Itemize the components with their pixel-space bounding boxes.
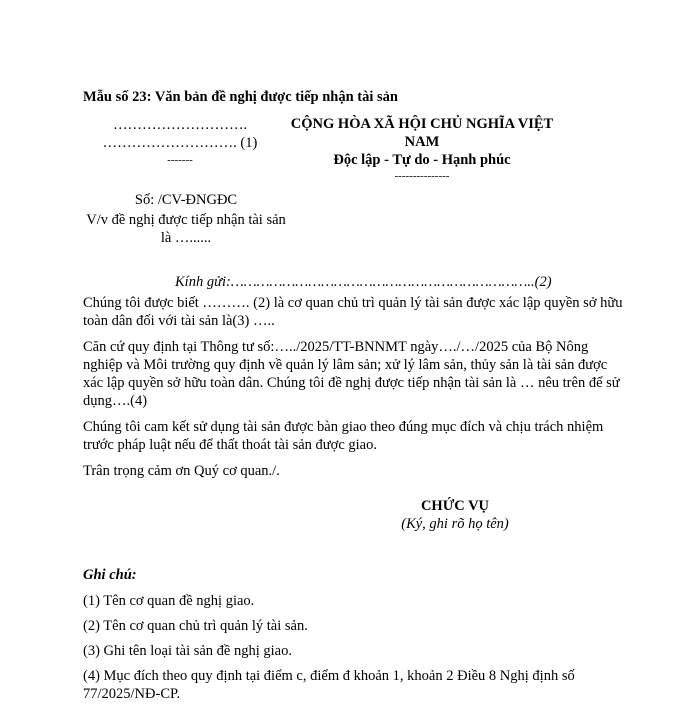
- signature-subtitle: (Ký, ghi rõ họ tên): [401, 516, 509, 532]
- national-divider: ---------------: [394, 170, 450, 182]
- note-item: (4) Mục đích theo quy định tại điểm c, điểm đ khoản 1, khoản 2 Điều 8 Nghị định số 77/2025/NĐ-CP.: [83, 668, 575, 702]
- body-paragraph-3: Chúng tôi cam kết sử dụng tài sản được bàn giao theo đúng mục đích và chịu trách nhiệm trước pháp luật nếu để thất thoát tài sản được giao.: [83, 419, 604, 453]
- agency-divider: -------: [167, 154, 193, 166]
- form-title: Mẫu số 23: Văn bản đề nghị được tiếp nhận tài sản: [83, 89, 398, 105]
- agency-line-2: ………………………. (1): [102, 135, 258, 151]
- body-paragraph-4: Trân trọng cảm ơn Quý cơ quan./.: [83, 463, 280, 479]
- document-number: Số: /CV-ĐNGĐC: [134, 192, 238, 208]
- body-paragraph-2: Căn cứ quy định tại Thông tư số:…../2025/TT-BNNMT ngày…./…/2025 của Bộ Nông nghiệp và Môi trường quy định về quản lý lâm sản; xử lý lâm sản, thủy sản là tài sản được xác lập quyền sở hữu toàn dân. Chúng tôi đề nghị được tiếp nhận tài sản là … nêu trên để sử dụng….(4): [83, 339, 620, 409]
- national-title: CỘNG HÒA XÃ HỘI CHỦ NGHĨA VIỆT NAM: [290, 116, 554, 150]
- body-paragraph-1: Chúng tôi được biết ………. (2) là cơ quan chủ trì quản lý tài sản được xác lập quyền sở hữu toàn dân đối với tài sản là(3) …..: [83, 295, 623, 329]
- national-motto: Độc lập - Tự do - Hạnh phúc: [333, 152, 511, 168]
- notes-heading: Ghi chú:: [83, 567, 137, 583]
- signature-block: [340, 497, 570, 533]
- salutation: Kính gửi:……………………………………………………………..(2): [175, 274, 552, 290]
- national-header-block: [283, 115, 561, 183]
- document-number-block: [86, 191, 286, 247]
- agency-line-1: ……………………….: [112, 117, 248, 133]
- signature-title: CHỨC VỤ: [420, 498, 490, 514]
- note-item: (1) Tên cơ quan đề nghị giao.: [83, 593, 255, 609]
- notes-section: [83, 566, 643, 710]
- document-subject: V/v đề nghị được tiếp nhận tài sản là …......: [86, 212, 286, 246]
- document-body: [83, 294, 623, 488]
- issuing-agency-block: [80, 116, 280, 167]
- note-item: (2) Tên cơ quan chủ trì quản lý tài sản.: [83, 618, 308, 634]
- note-item: (3) Ghi tên loại tài sản đề nghị giao.: [83, 643, 292, 659]
